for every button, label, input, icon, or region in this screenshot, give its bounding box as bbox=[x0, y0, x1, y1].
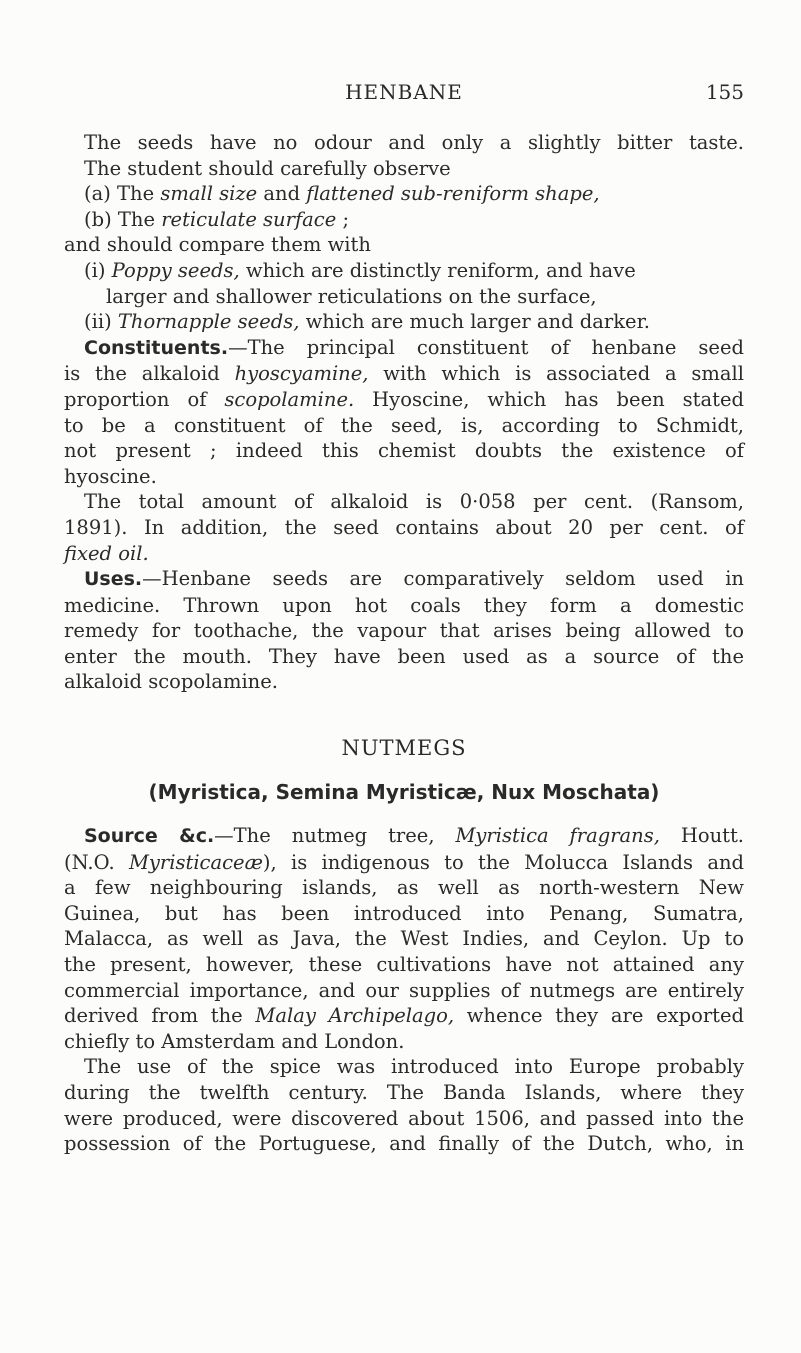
list-item-ii: (ii) Thornapple seeds, which are much larger and darker. bbox=[84, 310, 650, 334]
text-line: The seeds have no odour and only a slightly bitter taste. bbox=[84, 131, 744, 154]
text-line: were produced, were discovered about 1506, and passed into the bbox=[64, 1106, 744, 1130]
uses-line: Uses.—Henbane seeds are comparatively seldom used in bbox=[84, 567, 744, 591]
text-line: proportion of scopolamine. Hyoscine, which has been stated bbox=[64, 387, 744, 411]
text-line: The total amount of alkaloid is 0·058 per cent. (Ransom, bbox=[84, 490, 744, 514]
uses-heading: Uses. bbox=[84, 568, 143, 591]
text-line: is the alkaloid hyoscyamine, with which is associated a small bbox=[64, 362, 745, 386]
constituents-heading: Constituents. bbox=[84, 336, 229, 359]
page-body bbox=[64, 130, 744, 1157]
text-line: to be a constituent of the seed, is, according to Schmidt, bbox=[64, 413, 744, 437]
text-line: derived from the Malay Archipelago, whence they are exported bbox=[64, 1004, 745, 1028]
text-line: medicine. Thrown upon hot coals they form a domestic bbox=[64, 593, 744, 617]
text-line: remedy for toothache, the vapour that arises being allowed to bbox=[64, 619, 744, 643]
text-line: The student should carefully observe bbox=[84, 156, 451, 180]
running-title: HENBANE bbox=[345, 80, 463, 104]
text-line: Guinea, but has been introduced into Penang, Sumatra, bbox=[64, 901, 744, 925]
constituents-line: Constituents.—The principal constituent of henbane seed bbox=[84, 335, 744, 359]
list-item-b: (b) The reticulate surface ; bbox=[84, 207, 350, 231]
list-item-i-cont: larger and shallower reticulations on the surface, bbox=[106, 284, 597, 308]
text-line: the present, however, these cultivations have not attained any bbox=[64, 953, 744, 977]
text-line: chiefly to Amsterdam and London. bbox=[64, 1029, 405, 1053]
source-heading: Source &c. bbox=[84, 825, 215, 848]
text-line: not present ; indeed this chemist doubts the existence of bbox=[64, 439, 744, 463]
list-item-i: (i) Poppy seeds, which are distinctly reniform, and have bbox=[84, 258, 636, 282]
list-item-a: (a) The small size and flattened sub-reniform shape, bbox=[84, 182, 600, 206]
text-line: hyoscine. bbox=[64, 464, 157, 488]
text-line: Malacca, as well as Java, the West Indies, and Ceylon. Up to bbox=[64, 927, 744, 951]
section-title: NUTMEGS bbox=[341, 736, 467, 761]
text-line: alkaloid scopolamine. bbox=[64, 670, 278, 694]
text-line: a few neighbouring islands, as well as north-western New bbox=[64, 876, 744, 900]
page-header bbox=[64, 80, 744, 104]
text-line: fixed oil. bbox=[64, 541, 149, 565]
source-line: Source &c.—The nutmeg tree, Myristica fragrans, Houtt. bbox=[84, 824, 745, 848]
text-line: commercial importance, and our supplies of nutmegs are entirely bbox=[64, 978, 744, 1002]
page-number: 155 bbox=[705, 80, 744, 104]
text-line: 1891). In addition, the seed contains about 20 per cent. of bbox=[64, 515, 744, 539]
text-line: The use of the spice was introduced into Europe probably bbox=[84, 1055, 744, 1079]
section-subtitle: (Myristica, Semina Myristicæ, Nux Moschata) bbox=[148, 780, 660, 805]
text-line: during the twelfth century. The Banda Islands, where they bbox=[64, 1081, 744, 1104]
text-line: enter the mouth. They have been used as a source of the bbox=[64, 644, 744, 668]
text-line: and should compare them with bbox=[64, 233, 371, 257]
text-line: (N.O. Myristicaceæ), is indigenous to the Molucca Islands and bbox=[64, 850, 744, 874]
text-line: possession of the Portuguese, and finally of the Dutch, who, in bbox=[64, 1132, 744, 1156]
